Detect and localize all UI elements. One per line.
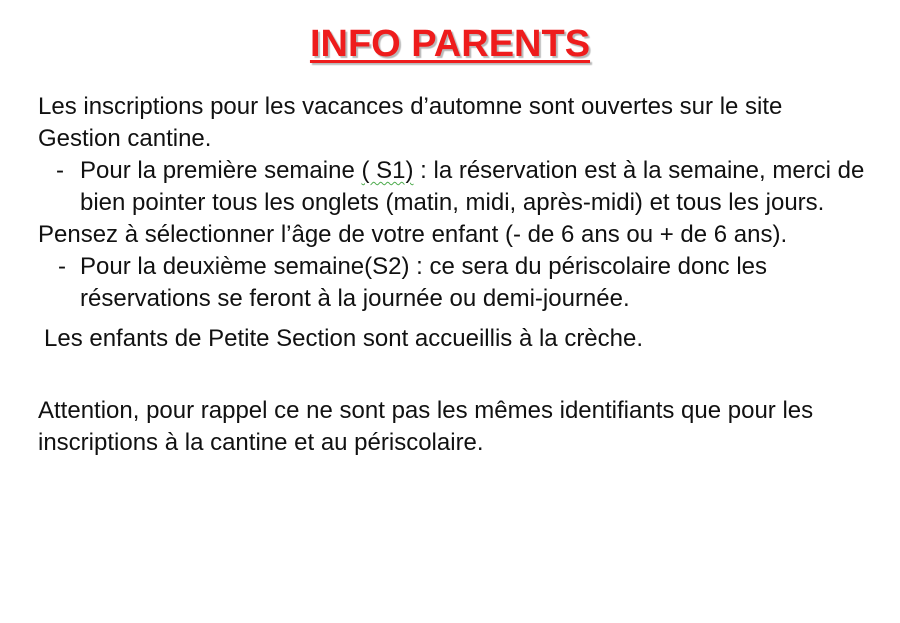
- warning-paragraph: Attention, pour rappel ce ne sont pas les mêmes identifiants que pour les inscriptions à la cantine et au périscolaire.: [38, 397, 814, 456]
- bullet-dash: -: [58, 253, 66, 280]
- spacer: [38, 315, 868, 323]
- bullet-week-one-start: Pour la première semaine: [80, 157, 362, 184]
- bullet-week-two: [38, 251, 868, 315]
- spellcheck-marked-text: ( S1): [361, 157, 414, 184]
- intro-paragraph: Les inscriptions pour les vacances d’automne sont ouvertes sur le site Gestion cantine.: [38, 93, 783, 152]
- flyer-body: [38, 91, 868, 459]
- bullet-week-one-end: : la réservation est à la semaine, merci de bien pointer tous les onglets (matin, midi, après-midi) et tous les jours.: [80, 157, 865, 216]
- creche-note-paragraph: Les enfants de Petite Section sont accueillis à la crèche.: [44, 325, 644, 352]
- spacer: [38, 355, 868, 395]
- title-text: INFO PARENTS: [309, 23, 591, 65]
- page-title: [0, 22, 900, 66]
- age-note-paragraph: Pensez à sélectionner l’âge de votre enfant (- de 6 ans ou + de 6 ans).: [38, 221, 788, 248]
- bullet-week-one: [38, 155, 868, 219]
- bullet-dash: -: [56, 157, 64, 184]
- bullet-week-two-text: Pour la deuxième semaine(S2) : ce sera du périscolaire donc les réservations se feront à la journée ou demi-journée.: [80, 253, 768, 312]
